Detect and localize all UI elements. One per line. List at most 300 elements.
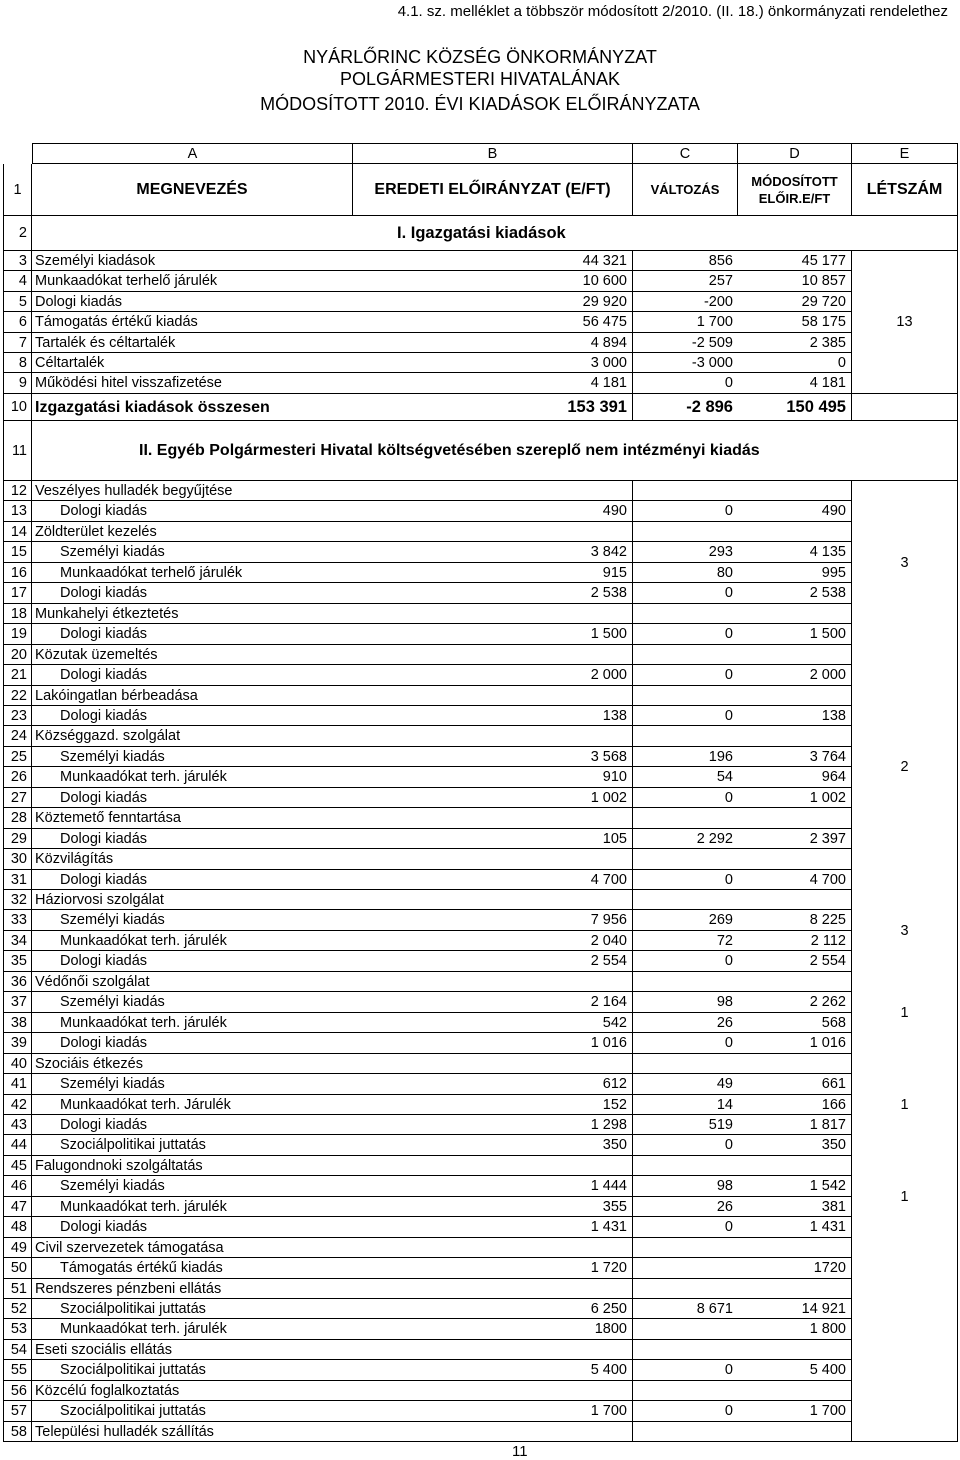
header-modified	[738, 164, 852, 216]
cell-original: 44 321	[353, 251, 633, 271]
cell-change	[633, 1279, 738, 1299]
cell-original: 2 000	[353, 665, 633, 686]
cell-original: 29 920	[353, 292, 633, 312]
cell-original	[353, 726, 633, 747]
cell-modified	[738, 1381, 852, 1401]
row-number: 40	[3, 1054, 32, 1074]
cell-change	[633, 1422, 738, 1442]
cell-modified	[738, 604, 852, 624]
cell-original	[353, 1279, 633, 1299]
cell-original: 612	[353, 1074, 633, 1095]
cell-original: 5 400	[353, 1360, 633, 1381]
cell-original: 1 444	[353, 1176, 633, 1197]
cell-original: 1 700	[353, 1401, 633, 1422]
cell-original: 56 475	[353, 312, 633, 333]
document-title-line-2: POLGÁRMESTERI HIVATALÁNAK	[339, 69, 621, 89]
cell-original: 2 554	[353, 951, 633, 972]
group-name: Munkahelyi étkeztetés	[32, 604, 353, 624]
row-number: 3	[3, 251, 32, 271]
cell-original: 4 181	[353, 373, 633, 394]
cell-modified: 138	[738, 706, 852, 726]
cell-original	[353, 1381, 633, 1401]
cell-change	[633, 604, 738, 624]
row-name: Személyi kiadások	[32, 251, 353, 271]
cell-modified: 490	[738, 501, 852, 522]
staff-empty	[852, 604, 958, 726]
row-number: 35	[3, 951, 32, 972]
row-number: 55	[3, 1360, 32, 1381]
cell-modified: 1 542	[738, 1176, 852, 1197]
cell-change	[633, 972, 738, 992]
cell-modified	[738, 972, 852, 992]
cell-modified	[738, 481, 852, 501]
row-number: 10	[3, 394, 32, 421]
group-name: Közcélú foglalkoztatás	[32, 1381, 353, 1401]
cell-modified: 1 002	[738, 788, 852, 808]
row-number: 27	[3, 788, 32, 808]
group-name: Szociáis étkezés	[32, 1054, 353, 1074]
column-letter-c: C	[633, 143, 738, 164]
cell-modified	[738, 849, 852, 870]
cell-original: 10 600	[353, 271, 633, 292]
cell-modified: 5 400	[738, 1360, 852, 1381]
header-modified-line-1: MÓDOSÍTOTT	[751, 173, 838, 189]
cell-modified: 2 538	[738, 583, 852, 604]
row-number: 24	[3, 726, 32, 747]
row-name: Dologi kiadás	[32, 292, 353, 312]
cell-modified: 350	[738, 1135, 852, 1156]
row-number: 39	[3, 1033, 32, 1054]
group-name: Eseti szociális ellátás	[32, 1340, 353, 1360]
row-name: Személyi kiadás	[32, 542, 353, 563]
cell-change: 98	[633, 992, 738, 1013]
cell-modified	[738, 808, 852, 829]
cell-original: 3 842	[353, 542, 633, 563]
section-title-igazgatasi: I. Igazgatási kiadások	[32, 216, 958, 251]
cell-modified: 381	[738, 1197, 852, 1217]
row-name: Személyi kiadás	[32, 1074, 353, 1095]
cell-change	[633, 1258, 738, 1279]
row-name: Dologi kiadás	[32, 1033, 353, 1054]
row-number: 34	[3, 931, 32, 951]
cell-change: 0	[633, 665, 738, 686]
row-name: Dologi kiadás	[32, 829, 353, 849]
row-name: Dologi kiadás	[32, 1115, 353, 1135]
row-name: Dologi kiadás	[32, 501, 353, 522]
cell-original	[353, 522, 633, 542]
cell-modified: 1720	[738, 1258, 852, 1279]
row-name: Szociálpolitikai juttatás	[32, 1135, 353, 1156]
cell-change: 0	[633, 373, 738, 394]
header-row-number: 1	[3, 164, 32, 216]
group-name: Védőnői szolgálat	[32, 972, 353, 992]
cell-change	[633, 1381, 738, 1401]
row-number: 58	[3, 1422, 32, 1442]
row-number: 32	[3, 890, 32, 910]
cell-change: 257	[633, 271, 738, 292]
cell-original: 1 431	[353, 1217, 633, 1238]
cell-modified: 1 431	[738, 1217, 852, 1238]
cell-change: 293	[633, 542, 738, 563]
cell-original: 1 016	[353, 1033, 633, 1054]
cell-original	[353, 849, 633, 870]
total-original: 153 391	[353, 394, 633, 421]
cell-change	[633, 645, 738, 665]
cell-original: 6 250	[353, 1299, 633, 1319]
cell-change	[633, 808, 738, 829]
header-change: VÁLTOZÁS	[633, 164, 738, 216]
cell-original: 2 538	[353, 583, 633, 604]
cell-modified: 8 225	[738, 910, 852, 931]
cell-change: 0	[633, 1033, 738, 1054]
cell-modified: 45 177	[738, 251, 852, 271]
cell-change	[633, 1238, 738, 1258]
cell-modified: 2 262	[738, 992, 852, 1013]
cell-original: 355	[353, 1197, 633, 1217]
cell-change: 54	[633, 767, 738, 788]
row-number: 42	[3, 1095, 32, 1115]
row-number: 8	[3, 353, 32, 373]
row-number: 44	[3, 1135, 32, 1156]
row-name: Dologi kiadás	[32, 624, 353, 645]
cell-change: 269	[633, 910, 738, 931]
row-name: Munkaadókat terhelő járulék	[32, 563, 353, 583]
cell-change: 196	[633, 747, 738, 767]
cell-modified	[738, 522, 852, 542]
row-number: 31	[3, 870, 32, 890]
row-number: 26	[3, 767, 32, 788]
cell-original	[353, 1340, 633, 1360]
row-number: 36	[3, 972, 32, 992]
group-name: Falugondnoki szolgáltatás	[32, 1156, 353, 1176]
staff-count: 3	[852, 522, 958, 604]
row-number: 52	[3, 1299, 32, 1319]
group-name: Közvilágítás	[32, 849, 353, 870]
cell-original: 152	[353, 1095, 633, 1115]
cell-modified: 2 000	[738, 665, 852, 686]
row-number: 14	[3, 522, 32, 542]
row-name: Támogatás értékű kiadás	[32, 312, 353, 333]
row-number: 48	[3, 1217, 32, 1238]
staff-empty	[852, 808, 958, 890]
cell-original: 1800	[353, 1319, 633, 1340]
cell-original	[353, 1054, 633, 1074]
row-name: Dologi kiadás	[32, 788, 353, 808]
row-number: 56	[3, 1381, 32, 1401]
row-name: Szociálpolitikai juttatás	[32, 1401, 353, 1422]
row-number: 50	[3, 1258, 32, 1279]
staff-empty	[852, 1238, 958, 1442]
staff-count: 1	[852, 1156, 958, 1238]
cell-change: 519	[633, 1115, 738, 1135]
column-letter-a: A	[32, 143, 353, 164]
row-name: Dologi kiadás	[32, 870, 353, 890]
cell-original: 1 720	[353, 1258, 633, 1279]
row-number: 21	[3, 665, 32, 686]
page-number: 11	[512, 1443, 528, 1460]
cell-modified: 166	[738, 1095, 852, 1115]
cell-change: 8 671	[633, 1299, 738, 1319]
row-number: 19	[3, 624, 32, 645]
cell-change: -3 000	[633, 353, 738, 373]
cell-modified: 2 397	[738, 829, 852, 849]
cell-modified: 4 700	[738, 870, 852, 890]
row-number: 18	[3, 604, 32, 624]
row-name: Munkaadókat terh. járulék	[32, 767, 353, 788]
cell-change: 0	[633, 788, 738, 808]
cell-original	[353, 972, 633, 992]
row-name: Munkaadókat terh. járulék	[32, 931, 353, 951]
cell-modified: 14 921	[738, 1299, 852, 1319]
cell-change: 72	[633, 931, 738, 951]
header-original: EREDETI ELŐIRÁNYZAT (E/FT)	[353, 164, 633, 216]
total-change: -2 896	[633, 394, 738, 421]
cell-modified	[738, 726, 852, 747]
cell-modified: 568	[738, 1013, 852, 1033]
row-number: 2	[3, 216, 32, 251]
cell-modified	[738, 1279, 852, 1299]
cell-change: 2 292	[633, 829, 738, 849]
row-number: 43	[3, 1115, 32, 1135]
cell-modified: 964	[738, 767, 852, 788]
row-name: Személyi kiadás	[32, 910, 353, 931]
staff-empty	[852, 394, 958, 421]
cell-original: 2 040	[353, 931, 633, 951]
cell-modified	[738, 1054, 852, 1074]
cell-modified	[738, 645, 852, 665]
cell-change	[633, 849, 738, 870]
cell-original	[353, 1238, 633, 1258]
staff-count: 1	[852, 1054, 958, 1156]
cell-change: 0	[633, 870, 738, 890]
cell-modified: 58 175	[738, 312, 852, 333]
cell-change: 1 700	[633, 312, 738, 333]
cell-modified	[738, 1340, 852, 1360]
row-number: 47	[3, 1197, 32, 1217]
group-name: Közutak üzemeltés	[32, 645, 353, 665]
cell-modified: 3 764	[738, 747, 852, 767]
cell-change: 0	[633, 1217, 738, 1238]
cell-change	[633, 1156, 738, 1176]
cell-original: 542	[353, 1013, 633, 1033]
row-number: 30	[3, 849, 32, 870]
cell-change: -2 509	[633, 333, 738, 353]
cell-original	[353, 890, 633, 910]
row-name: Személyi kiadás	[32, 1176, 353, 1197]
column-letter-e: E	[852, 143, 958, 164]
row-name: Munkaadókat terh. járulék	[32, 1197, 353, 1217]
cell-change: 26	[633, 1197, 738, 1217]
row-number: 6	[3, 312, 32, 333]
row-name: Dologi kiadás	[32, 706, 353, 726]
cell-change: 0	[633, 1401, 738, 1422]
cell-change	[633, 522, 738, 542]
cell-change: 0	[633, 1135, 738, 1156]
cell-original: 3 568	[353, 747, 633, 767]
cell-change	[633, 1340, 738, 1360]
cell-change	[633, 1319, 738, 1340]
cell-modified	[738, 686, 852, 706]
row-number: 7	[3, 333, 32, 353]
row-number: 13	[3, 501, 32, 522]
column-letter-b: B	[353, 143, 633, 164]
cell-modified	[738, 890, 852, 910]
cell-original: 105	[353, 829, 633, 849]
row-name: Működési hitel visszafizetése	[32, 373, 353, 394]
row-name: Dologi kiadás	[32, 951, 353, 972]
row-number: 38	[3, 1013, 32, 1033]
cell-original: 4 700	[353, 870, 633, 890]
document-title-line-3: MÓDOSÍTOTT 2010. ÉVI KIADÁSOK ELŐIRÁNYZATA	[260, 94, 700, 114]
group-name: Zöldterület kezelés	[32, 522, 353, 542]
section-title-egyeb: II. Egyéb Polgármesteri Hivatal költségvetésében szereplő nem intézményi kiadás	[32, 421, 958, 481]
row-name: Munkaadókat terh. járulék	[32, 1319, 353, 1340]
cell-change: 0	[633, 501, 738, 522]
row-number: 46	[3, 1176, 32, 1197]
group-name: Községgazd. szolgálat	[32, 726, 353, 747]
group-name: Települési hulladék szállítás	[32, 1422, 353, 1442]
cell-modified: 2 385	[738, 333, 852, 353]
cell-modified: 4 135	[738, 542, 852, 563]
header-staff: LÉTSZÁM	[852, 164, 958, 216]
cell-original	[353, 645, 633, 665]
group-name: Rendszeres pénzbeni ellátás	[32, 1279, 353, 1299]
cell-original: 915	[353, 563, 633, 583]
row-name: Dologi kiadás	[32, 583, 353, 604]
cell-modified: 0	[738, 353, 852, 373]
cell-original: 4 894	[353, 333, 633, 353]
cell-modified: 2 112	[738, 931, 852, 951]
row-number: 53	[3, 1319, 32, 1340]
cell-modified: 4 181	[738, 373, 852, 394]
row-name: Szociálpolitikai juttatás	[32, 1360, 353, 1381]
staff-empty	[852, 481, 958, 522]
header-name: MEGNEVEZÉS	[32, 164, 353, 216]
cell-original	[353, 1422, 633, 1442]
cell-original	[353, 686, 633, 706]
row-name: Személyi kiadás	[32, 747, 353, 767]
group-name: Lakóingatlan bérbeadása	[32, 686, 353, 706]
row-number: 9	[3, 373, 32, 394]
row-number: 51	[3, 1279, 32, 1299]
cell-change	[633, 1054, 738, 1074]
row-name: Munkaadókat terh. Járulék	[32, 1095, 353, 1115]
cell-change: 14	[633, 1095, 738, 1115]
row-number: 20	[3, 645, 32, 665]
cell-change: 80	[633, 563, 738, 583]
row-number: 29	[3, 829, 32, 849]
cell-modified: 1 500	[738, 624, 852, 645]
cell-original	[353, 808, 633, 829]
cell-modified: 995	[738, 563, 852, 583]
cell-change	[633, 726, 738, 747]
row-name: Tartalék és céltartalék	[32, 333, 353, 353]
cell-modified	[738, 1156, 852, 1176]
group-name: Köztemető fenntartása	[32, 808, 353, 829]
cell-original: 490	[353, 501, 633, 522]
cell-change: -200	[633, 292, 738, 312]
cell-original: 350	[353, 1135, 633, 1156]
row-number: 37	[3, 992, 32, 1013]
cell-original: 2 164	[353, 992, 633, 1013]
row-number: 54	[3, 1340, 32, 1360]
group-name: Háziorvosi szolgálat	[32, 890, 353, 910]
row-number: 15	[3, 542, 32, 563]
row-number: 11	[3, 421, 32, 481]
cell-change: 0	[633, 583, 738, 604]
group-name: Civil szervezetek támogatása	[32, 1238, 353, 1258]
cell-original: 3 000	[353, 353, 633, 373]
cell-change: 0	[633, 706, 738, 726]
cell-modified: 661	[738, 1074, 852, 1095]
row-number: 49	[3, 1238, 32, 1258]
cell-original	[353, 604, 633, 624]
cell-modified: 1 700	[738, 1401, 852, 1422]
cell-original	[353, 1156, 633, 1176]
cell-original: 910	[353, 767, 633, 788]
row-number: 33	[3, 910, 32, 931]
cell-change: 856	[633, 251, 738, 271]
cell-modified: 1 016	[738, 1033, 852, 1054]
cell-original: 1 500	[353, 624, 633, 645]
row-number: 16	[3, 563, 32, 583]
cell-original: 138	[353, 706, 633, 726]
group-name: Veszélyes hulladék begyűjtése	[32, 481, 353, 501]
row-number: 41	[3, 1074, 32, 1095]
row-number: 22	[3, 686, 32, 706]
cell-modified: 10 857	[738, 271, 852, 292]
cell-modified	[738, 1238, 852, 1258]
cell-modified: 1 800	[738, 1319, 852, 1340]
row-name: Munkaadókat terhelő járulék	[32, 271, 353, 292]
cell-modified: 1 817	[738, 1115, 852, 1135]
row-number: 17	[3, 583, 32, 604]
cell-original: 7 956	[353, 910, 633, 931]
cell-change	[633, 890, 738, 910]
cell-change: 0	[633, 624, 738, 645]
staff-count: 1	[852, 972, 958, 1054]
staff-count: 2	[852, 726, 958, 808]
cell-change: 0	[633, 1360, 738, 1381]
row-number: 57	[3, 1401, 32, 1422]
row-number: 12	[3, 481, 32, 501]
cell-change	[633, 481, 738, 501]
header-modified-line-2: ELŐIR.E/FT	[758, 190, 831, 206]
cell-original: 1 002	[353, 788, 633, 808]
row-name: Szociálpolitikai juttatás	[32, 1299, 353, 1319]
row-number: 28	[3, 808, 32, 829]
row-number: 45	[3, 1156, 32, 1176]
row-number: 5	[3, 292, 32, 312]
cell-original	[353, 481, 633, 501]
row-number: 25	[3, 747, 32, 767]
cell-change	[633, 686, 738, 706]
cell-change: 0	[633, 951, 738, 972]
annex-reference: 4.1. sz. melléklet a többször módosított 2/2010. (II. 18.) önkormányzati rendelethez	[397, 3, 948, 20]
row-number: 4	[3, 271, 32, 292]
cell-modified: 2 554	[738, 951, 852, 972]
document-title-line-1: NYÁRLŐRINC KÖZSÉG ÖNKORMÁNYZAT	[303, 47, 657, 67]
cell-modified	[738, 1422, 852, 1442]
cell-modified: 29 720	[738, 292, 852, 312]
staff-count: 3	[852, 890, 958, 972]
total-modified: 150 495	[738, 394, 852, 421]
row-name: Dologi kiadás	[32, 1217, 353, 1238]
cell-change: 26	[633, 1013, 738, 1033]
cell-original: 1 298	[353, 1115, 633, 1135]
row-name: Személyi kiadás	[32, 992, 353, 1013]
row-name: Dologi kiadás	[32, 665, 353, 686]
